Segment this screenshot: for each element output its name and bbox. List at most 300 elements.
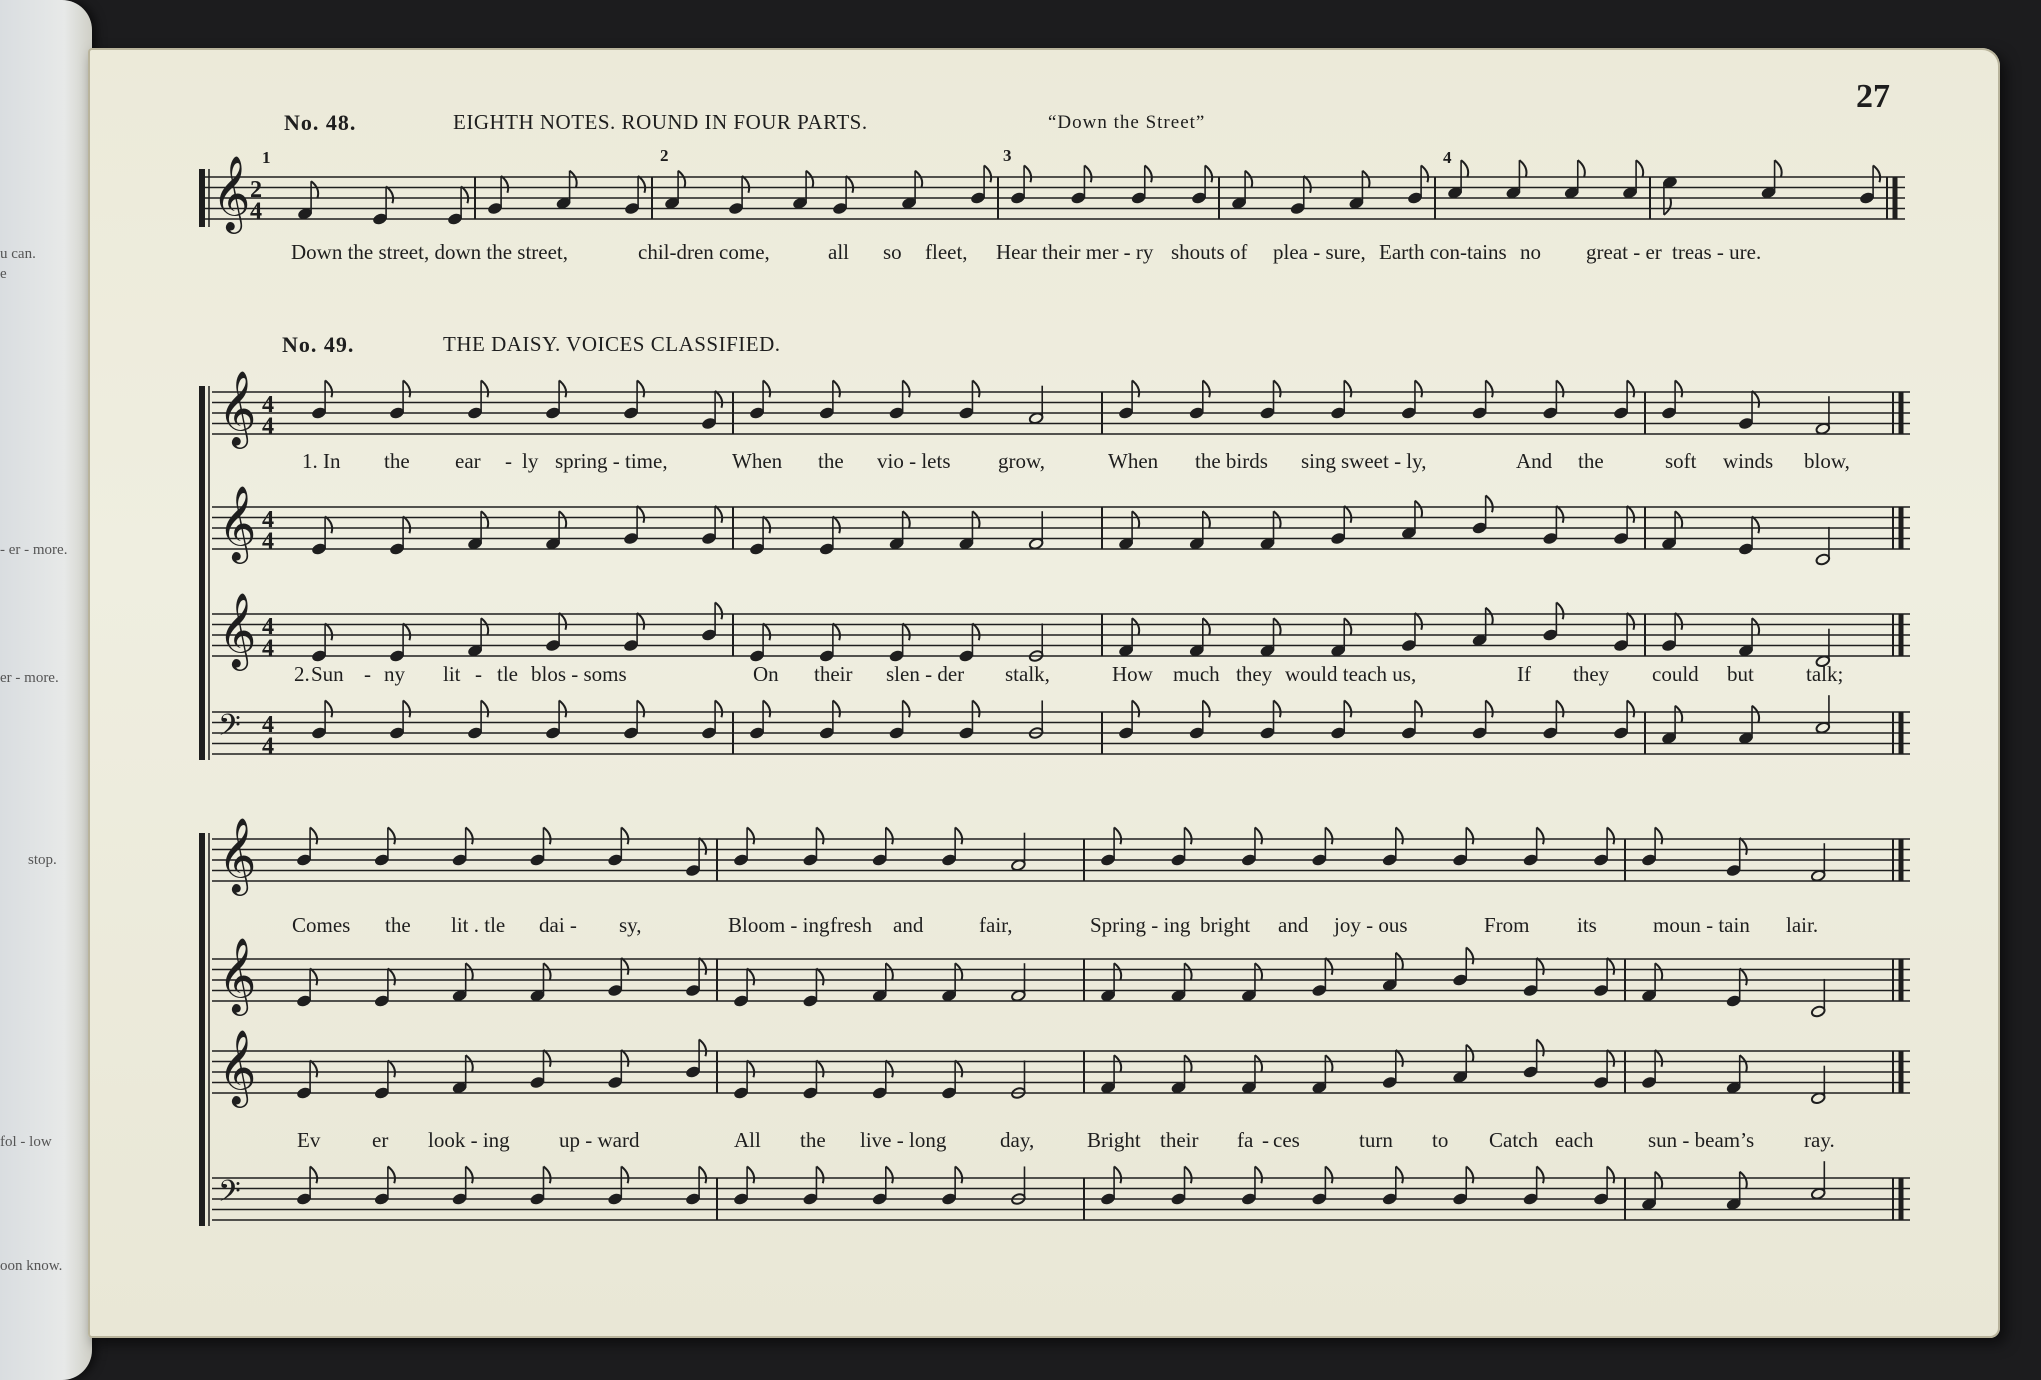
note-flag — [559, 380, 566, 397]
note-flag — [747, 968, 754, 985]
note-flag — [972, 700, 979, 717]
note-flag — [1344, 618, 1351, 635]
system-bracket — [199, 386, 205, 760]
note-flag — [699, 1166, 706, 1183]
note-flag — [1325, 827, 1332, 844]
note-flag — [1537, 1039, 1544, 1056]
note-flag — [481, 380, 488, 397]
note-flag — [1752, 618, 1759, 635]
lyric-syllable: but — [1727, 662, 1754, 686]
note-flag — [1636, 160, 1643, 177]
note-flag — [1466, 947, 1473, 964]
lyric-syllable: Catch — [1489, 1128, 1538, 1152]
note-flag — [310, 1060, 317, 1077]
lyric-syllable: they — [1573, 662, 1610, 686]
note-flag — [1255, 827, 1262, 844]
note-flag — [1627, 700, 1634, 717]
lyric-syllable: live - long — [860, 1128, 947, 1152]
lyric-syllable: moun - tain — [1653, 913, 1750, 937]
lyric-syllable: sweet - ly, — [1341, 449, 1427, 473]
note-flag — [763, 700, 770, 717]
note-flag — [1421, 165, 1428, 182]
note-flag — [955, 963, 962, 980]
note-flag — [1255, 1166, 1262, 1183]
song-48-subtitle: “Down the Street” — [1048, 112, 1206, 133]
note-flag — [1145, 165, 1152, 182]
lyric-syllable: look - ing — [428, 1128, 510, 1152]
note-flag — [1274, 511, 1281, 528]
note-flag — [1396, 953, 1403, 970]
note-flag — [903, 700, 910, 717]
note-flag — [833, 516, 840, 533]
system-bracket — [199, 833, 205, 1226]
note-flag — [1627, 380, 1634, 397]
lyric-syllable: On — [753, 662, 779, 686]
note-flag — [325, 380, 332, 397]
note-flag — [886, 963, 893, 980]
time-signature-bottom: 4 — [262, 412, 275, 440]
note-flag — [833, 380, 840, 397]
note-flag — [637, 700, 644, 717]
note-flag — [903, 623, 910, 640]
note-flag — [543, 827, 550, 844]
note-flag — [1519, 160, 1526, 177]
note — [1622, 160, 1643, 199]
note-flag — [1486, 608, 1493, 625]
note-flag — [1396, 827, 1403, 844]
note-flag — [972, 511, 979, 528]
lyric-syllable: the birds — [1195, 449, 1268, 473]
note-flag — [1024, 165, 1031, 182]
note-flag — [310, 827, 317, 844]
facing-page-text: - er - more. — [0, 542, 68, 558]
note-flag — [1655, 827, 1662, 844]
note-flag — [1255, 963, 1262, 980]
facing-page-text: fol - low — [0, 1134, 52, 1150]
note-flag — [1114, 827, 1121, 844]
lyric-syllable: treas - ure. — [1672, 240, 1762, 264]
lyric-syllable: lair. — [1786, 913, 1819, 937]
note-flag — [816, 968, 823, 985]
note-flag — [747, 827, 754, 844]
lyric-syllable: Comes — [292, 913, 351, 937]
lyric-syllable: soft — [1665, 449, 1697, 473]
note-flag — [1396, 1050, 1403, 1067]
note-flag — [1304, 176, 1311, 193]
note-flag — [1114, 963, 1121, 980]
note-flag — [1655, 1050, 1662, 1067]
note-flag — [311, 181, 318, 198]
note-flag — [1203, 511, 1210, 528]
treble-clef-icon: 𝄞 — [218, 1029, 257, 1105]
song-48-staff — [199, 177, 1905, 219]
lyric-syllable: would teach us, — [1285, 662, 1417, 686]
note-flag — [466, 1166, 473, 1183]
lyric-syllable: great - er — [1586, 240, 1662, 264]
note-flag — [403, 380, 410, 397]
note-flag — [1325, 1055, 1332, 1072]
song-49-system-1-staff — [212, 712, 1910, 754]
note-flag — [1274, 380, 1281, 397]
lyric-syllable: joy - ous — [1334, 913, 1408, 937]
lyric-syllable: blow, — [1804, 449, 1850, 473]
note-flag — [388, 1166, 395, 1183]
note-flag — [621, 827, 628, 844]
lyric-syllable: - — [505, 449, 512, 473]
note-flag — [886, 1166, 893, 1183]
note-flag — [543, 1166, 550, 1183]
lyric-syllable: Down the street, down the street, — [291, 240, 569, 264]
note-flag — [559, 700, 566, 717]
note-flag — [637, 380, 644, 397]
lyric-syllable: grow, — [998, 449, 1046, 473]
note-flag — [1655, 963, 1662, 980]
note-flag — [325, 700, 332, 717]
note-flag — [1607, 1166, 1614, 1183]
lyric-syllable: blos - soms — [531, 662, 627, 686]
lyric-syllable: fleet, — [925, 240, 968, 264]
note-flag — [1578, 160, 1585, 177]
note-flag — [1466, 1045, 1473, 1062]
lyric-syllable: up - ward — [559, 1128, 640, 1152]
lyric-syllable: From — [1484, 913, 1530, 937]
lyric-syllable: sun - beam’s — [1648, 1128, 1755, 1152]
note-flag — [886, 1060, 893, 1077]
time-signature-top: 4 — [262, 612, 275, 640]
note-flag — [1344, 380, 1351, 397]
lyric-syllable: sing — [1301, 449, 1337, 473]
note-flag — [638, 176, 645, 193]
song-49-heading: THE DAISY. VOICES CLASSIFIED. — [443, 332, 781, 356]
note-flag — [816, 827, 823, 844]
lyric-syllable: each — [1555, 1128, 1594, 1152]
bass-clef-icon: 𝄢 — [218, 708, 241, 750]
lyric-syllable: ray. — [1804, 1128, 1835, 1152]
note-flag — [955, 827, 962, 844]
note-flag — [1132, 511, 1139, 528]
note-flag — [984, 165, 991, 182]
note-flag — [325, 623, 332, 640]
note-flag — [1664, 198, 1671, 215]
note-flag — [1675, 511, 1682, 528]
note-flag — [570, 171, 577, 188]
note — [1815, 695, 1830, 734]
lyric-syllable: much — [1173, 662, 1220, 686]
note-flag — [403, 516, 410, 533]
lyric-syllable: day, — [1000, 1128, 1035, 1152]
lyric-syllable: - — [364, 662, 371, 686]
time-signature-top: 4 — [262, 505, 275, 533]
song-49-system-1-staff — [212, 392, 1910, 434]
lyric-syllable: all — [828, 240, 849, 264]
note-flag — [1556, 700, 1563, 717]
note-flag — [1537, 958, 1544, 975]
lyric-syllable: And — [1516, 449, 1553, 473]
lyric-syllable: All — [734, 1128, 761, 1152]
time-signature-top: 2 — [250, 175, 263, 203]
lyric-syllable: and — [1278, 913, 1309, 937]
note-flag — [621, 1166, 628, 1183]
lyric-syllable: Hear their mer - ry — [996, 240, 1154, 264]
note-flag — [1607, 1050, 1614, 1067]
lyric-syllable: Sun — [311, 662, 344, 686]
note-flag — [481, 618, 488, 635]
note-flag — [1415, 501, 1422, 518]
note-flag — [763, 380, 770, 397]
lyric-syllable: dai - — [539, 913, 577, 937]
note-flag — [1274, 700, 1281, 717]
song-49-system-1-staff — [212, 614, 1910, 656]
note-flag — [1752, 706, 1759, 723]
note — [1761, 160, 1782, 199]
note-flag — [637, 613, 644, 630]
note-flag — [763, 516, 770, 533]
note-flag — [1185, 1055, 1192, 1072]
note-flag — [501, 176, 508, 193]
time-signature-bottom: 4 — [262, 732, 275, 760]
measure-mark: 1 — [262, 148, 271, 167]
song-49-number: No. 49. — [282, 332, 355, 357]
note-flag — [1185, 1166, 1192, 1183]
lyric-syllable: - — [1262, 1128, 1269, 1152]
lyric-syllable: tle — [497, 662, 518, 686]
note-flag — [1114, 1166, 1121, 1183]
note-flag — [388, 827, 395, 844]
song-49-system-1-staff — [212, 507, 1910, 549]
lyric-syllable: their — [1160, 1128, 1199, 1152]
note-flag — [1114, 1055, 1121, 1072]
note — [1564, 160, 1585, 199]
measure-mark: 3 — [1003, 146, 1012, 165]
note-flag — [1203, 618, 1210, 635]
note-flag — [1675, 706, 1682, 723]
note-flag — [1537, 827, 1544, 844]
note-flag — [1245, 171, 1252, 188]
lyric-syllable: their — [814, 662, 853, 686]
treble-clef-icon: 𝄞 — [218, 370, 257, 446]
note-flag — [543, 1050, 550, 1067]
note-flag — [1873, 165, 1880, 182]
note — [1815, 527, 1830, 566]
lyric-syllable: could — [1652, 662, 1699, 686]
lyric-syllable: no — [1520, 240, 1541, 264]
time-signature-top: 4 — [262, 390, 275, 418]
treble-clef-icon: 𝄞 — [218, 592, 257, 668]
note-flag — [1740, 838, 1747, 855]
note-flag — [763, 623, 770, 640]
treble-clef-icon: 𝄞 — [218, 937, 257, 1013]
note-flag — [1556, 602, 1563, 619]
lyric-syllable: ny — [384, 662, 405, 686]
note-flag — [1556, 380, 1563, 397]
time-signature-top: 4 — [262, 710, 275, 738]
note-flag — [699, 958, 706, 975]
note-flag — [1255, 1055, 1262, 1072]
note-flag — [1740, 968, 1747, 985]
note-flag — [325, 516, 332, 533]
note-flag — [915, 171, 922, 188]
note-flag — [1344, 700, 1351, 717]
lyric-syllable: the — [800, 1128, 826, 1152]
note-flag — [699, 838, 706, 855]
lyric-syllable: so — [883, 240, 902, 264]
note-flag — [903, 511, 910, 528]
note-flag — [559, 511, 566, 528]
note-flag — [972, 623, 979, 640]
note-flag — [621, 958, 628, 975]
lyric-syllable: When — [732, 449, 783, 473]
note-flag — [747, 1166, 754, 1183]
measure-mark: 4 — [1443, 148, 1452, 167]
time-signature-bottom: 4 — [250, 197, 263, 225]
note-flag — [403, 623, 410, 640]
note-flag — [1185, 827, 1192, 844]
note-flag — [386, 186, 393, 203]
bass-clef-icon: 𝄢 — [218, 1174, 241, 1216]
lyric-syllable: spring - time, — [555, 449, 668, 473]
note-flag — [1362, 171, 1369, 188]
note-flag — [903, 380, 910, 397]
note-flag — [1185, 963, 1192, 980]
lyric-syllable: Spring - ing — [1090, 913, 1191, 937]
lyric-syllable: winds — [1723, 449, 1774, 473]
lyric-syllable: turn — [1359, 1128, 1393, 1152]
lyric-syllable: slen - der — [886, 662, 965, 686]
lyric-syllable: When — [1108, 449, 1159, 473]
note-flag — [310, 1166, 317, 1183]
note-flag — [1607, 958, 1614, 975]
lyric-syllable: 2. — [294, 662, 310, 686]
lyric-syllable: fair, — [979, 913, 1013, 937]
lyric-syllable: vio - lets — [877, 449, 951, 473]
time-signature-bottom: 4 — [262, 634, 275, 662]
note-flag — [715, 391, 722, 408]
note-flag — [466, 827, 473, 844]
note-flag — [1344, 506, 1351, 523]
lyric-syllable: sy, — [619, 913, 642, 937]
lyric-syllable: stalk, — [1005, 662, 1050, 686]
lyric-syllable: ear — [455, 449, 481, 473]
note-flag — [816, 1166, 823, 1183]
note-flag — [1752, 391, 1759, 408]
note-flag — [310, 968, 317, 985]
lyric-syllable: to — [1432, 1128, 1449, 1152]
note-flag — [1415, 700, 1422, 717]
note-flag — [1461, 160, 1468, 177]
note-flag — [886, 827, 893, 844]
note-flag — [1084, 165, 1091, 182]
lyric-syllable: Ev — [297, 1128, 321, 1152]
lyric-syllable: the — [384, 449, 410, 473]
note-flag — [466, 1055, 473, 1072]
lyric-syllable: the — [818, 449, 844, 473]
note — [1811, 979, 1826, 1018]
note-flag — [1675, 380, 1682, 397]
note-flag — [1486, 495, 1493, 512]
facing-page-text: u can. — [0, 246, 36, 262]
facing-page-text: oon know. — [0, 1258, 63, 1274]
page-number: 27 — [1856, 78, 1890, 115]
note-flag — [972, 380, 979, 397]
note-flag — [715, 602, 722, 619]
note-flag — [1627, 613, 1634, 630]
note-flag — [742, 176, 749, 193]
lyric-syllable: chil-dren come, — [638, 240, 770, 264]
facing-page-text: stop. — [28, 852, 57, 868]
note-flag — [715, 506, 722, 523]
note-flag — [388, 968, 395, 985]
note-flag — [637, 506, 644, 523]
song-48-number: No. 48. — [284, 110, 357, 135]
note-flag — [559, 613, 566, 630]
lyric-syllable: shouts of — [1171, 240, 1248, 264]
note-flag — [699, 1039, 706, 1056]
note-flag — [833, 623, 840, 640]
note-flag — [543, 963, 550, 980]
note-flag — [1537, 1166, 1544, 1183]
lyric-syllable: - — [475, 662, 482, 686]
note-flag — [1203, 700, 1210, 717]
lyric-syllable: er — [372, 1128, 389, 1152]
note — [1811, 1161, 1826, 1200]
note-flag — [1740, 1055, 1747, 1072]
lyric-syllable: and — [893, 913, 924, 937]
note-flag — [481, 511, 488, 528]
lyric-syllable: Bloom - ing — [728, 913, 830, 937]
note-flag — [1396, 1166, 1403, 1183]
lyric-syllable: 1. In — [302, 449, 341, 473]
note-flag — [481, 700, 488, 717]
facing-page-text: er - more. — [0, 670, 59, 686]
lyric-syllable: lit — [443, 662, 461, 686]
lyric-syllable: Bright — [1087, 1128, 1141, 1152]
lyric-syllable: bright — [1200, 913, 1251, 937]
time-signature-bottom: 4 — [262, 527, 275, 555]
note-flag — [1486, 700, 1493, 717]
note-flag — [388, 1060, 395, 1077]
treble-clef-icon: 𝄞 — [212, 155, 251, 231]
lyric-syllable: ces — [1273, 1128, 1300, 1152]
measure-mark: 2 — [660, 146, 669, 165]
note-flag — [1466, 827, 1473, 844]
note-flag — [1607, 827, 1614, 844]
note-flag — [846, 176, 853, 193]
note-flag — [466, 963, 473, 980]
treble-clef-icon: 𝄞 — [218, 817, 257, 893]
note-flag — [1466, 1166, 1473, 1183]
note-flag — [1775, 160, 1782, 177]
note-flag — [1132, 618, 1139, 635]
lyric-syllable: How — [1112, 662, 1153, 686]
lyric-syllable: If — [1517, 662, 1531, 686]
note-flag — [1325, 1166, 1332, 1183]
note-flag — [1132, 380, 1139, 397]
lyric-syllable: plea - sure, — [1273, 240, 1366, 264]
lyric-syllable: they — [1236, 662, 1273, 686]
lyric-syllable: Earth con-tains — [1379, 240, 1507, 264]
note-flag — [816, 1060, 823, 1077]
note-flag — [1325, 958, 1332, 975]
lyric-syllable: the — [385, 913, 411, 937]
note-flag — [1415, 380, 1422, 397]
note-flag — [1655, 1172, 1662, 1189]
note — [1506, 160, 1527, 199]
song-48-heading: EIGHTH NOTES. ROUND IN FOUR PARTS. — [453, 110, 868, 134]
lyric-syllable: its — [1577, 913, 1597, 937]
note-flag — [715, 700, 722, 717]
note-flag — [1274, 618, 1281, 635]
note-flag — [403, 700, 410, 717]
